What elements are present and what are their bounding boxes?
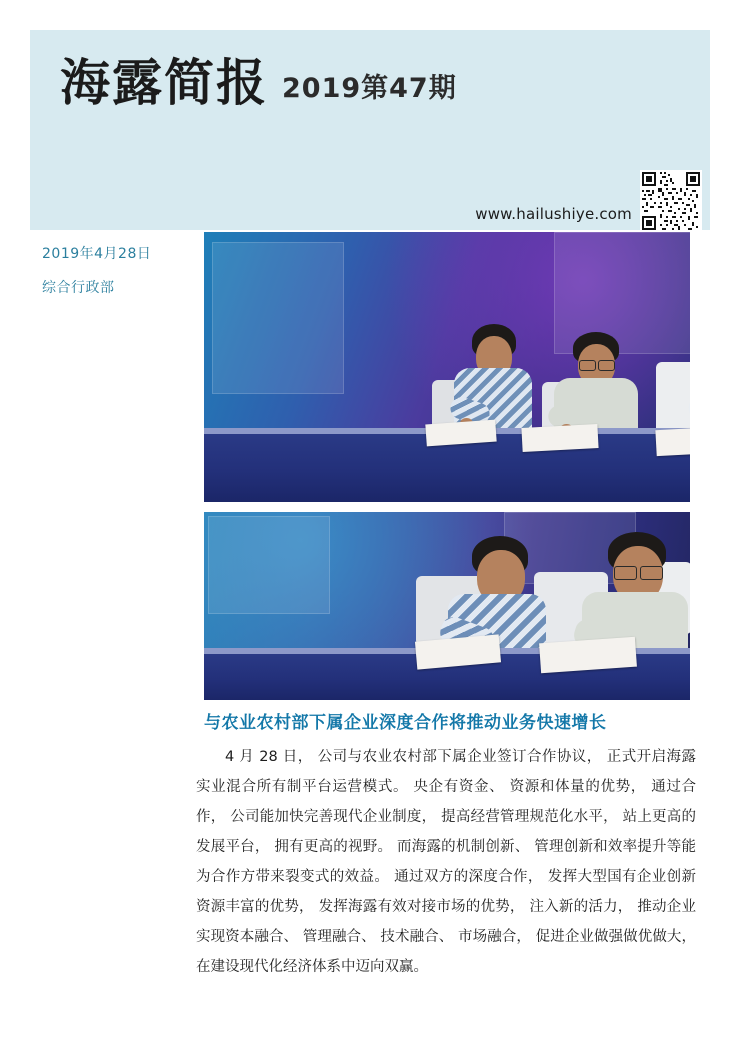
- meta-column: [42, 243, 192, 297]
- document-paper: [655, 426, 690, 456]
- signing-ceremony-photo-close: [204, 512, 690, 700]
- website-url[interactable]: www.hailushiye.com: [475, 205, 632, 223]
- document-paper: [521, 424, 598, 452]
- masthead: [60, 54, 457, 112]
- department-label: 综合行政部: [42, 280, 115, 296]
- qr-code-icon[interactable]: [640, 170, 702, 232]
- signing-ceremony-photo-wide: [204, 232, 690, 502]
- wall-panel: [554, 232, 690, 354]
- header-band: [30, 30, 710, 230]
- issue-number: 2019第47期: [282, 73, 457, 104]
- publish-date: 2019年4月28日: [42, 246, 152, 262]
- page-title: 海露简报: [60, 54, 268, 112]
- wall-panel: [208, 516, 330, 614]
- wall-panel: [212, 242, 344, 394]
- article-headline: 与农业农村部下属企业深度合作将推动业务快速增长: [204, 713, 607, 733]
- article-body: 4 月 28 日， 公司与农业农村部下属企业签订合作协议， 正式开启海露实业混合所有制平台运营模式。 央企有资金、 资源和体量的优势， 通过合作， 公司能加快完善现代企业制度， 提高经营管理规范化水平， 站上更高的发展平台， 拥有更高的视野。 而海露的机制创新、 管理创新和效率提升等能为合作方带来裂变式的效益。 通过双方的深度合作， 发挥大型国有企业创新资源丰富的优势， 发挥海露有效对接市场的优势， 注入新的活力， 推动企业实现资本融合、 管理融合、 技术融合、 市场融合， 促进企业做强做优做大， 在建设现代化经济体系中迈向双赢。: [196, 749, 696, 975]
